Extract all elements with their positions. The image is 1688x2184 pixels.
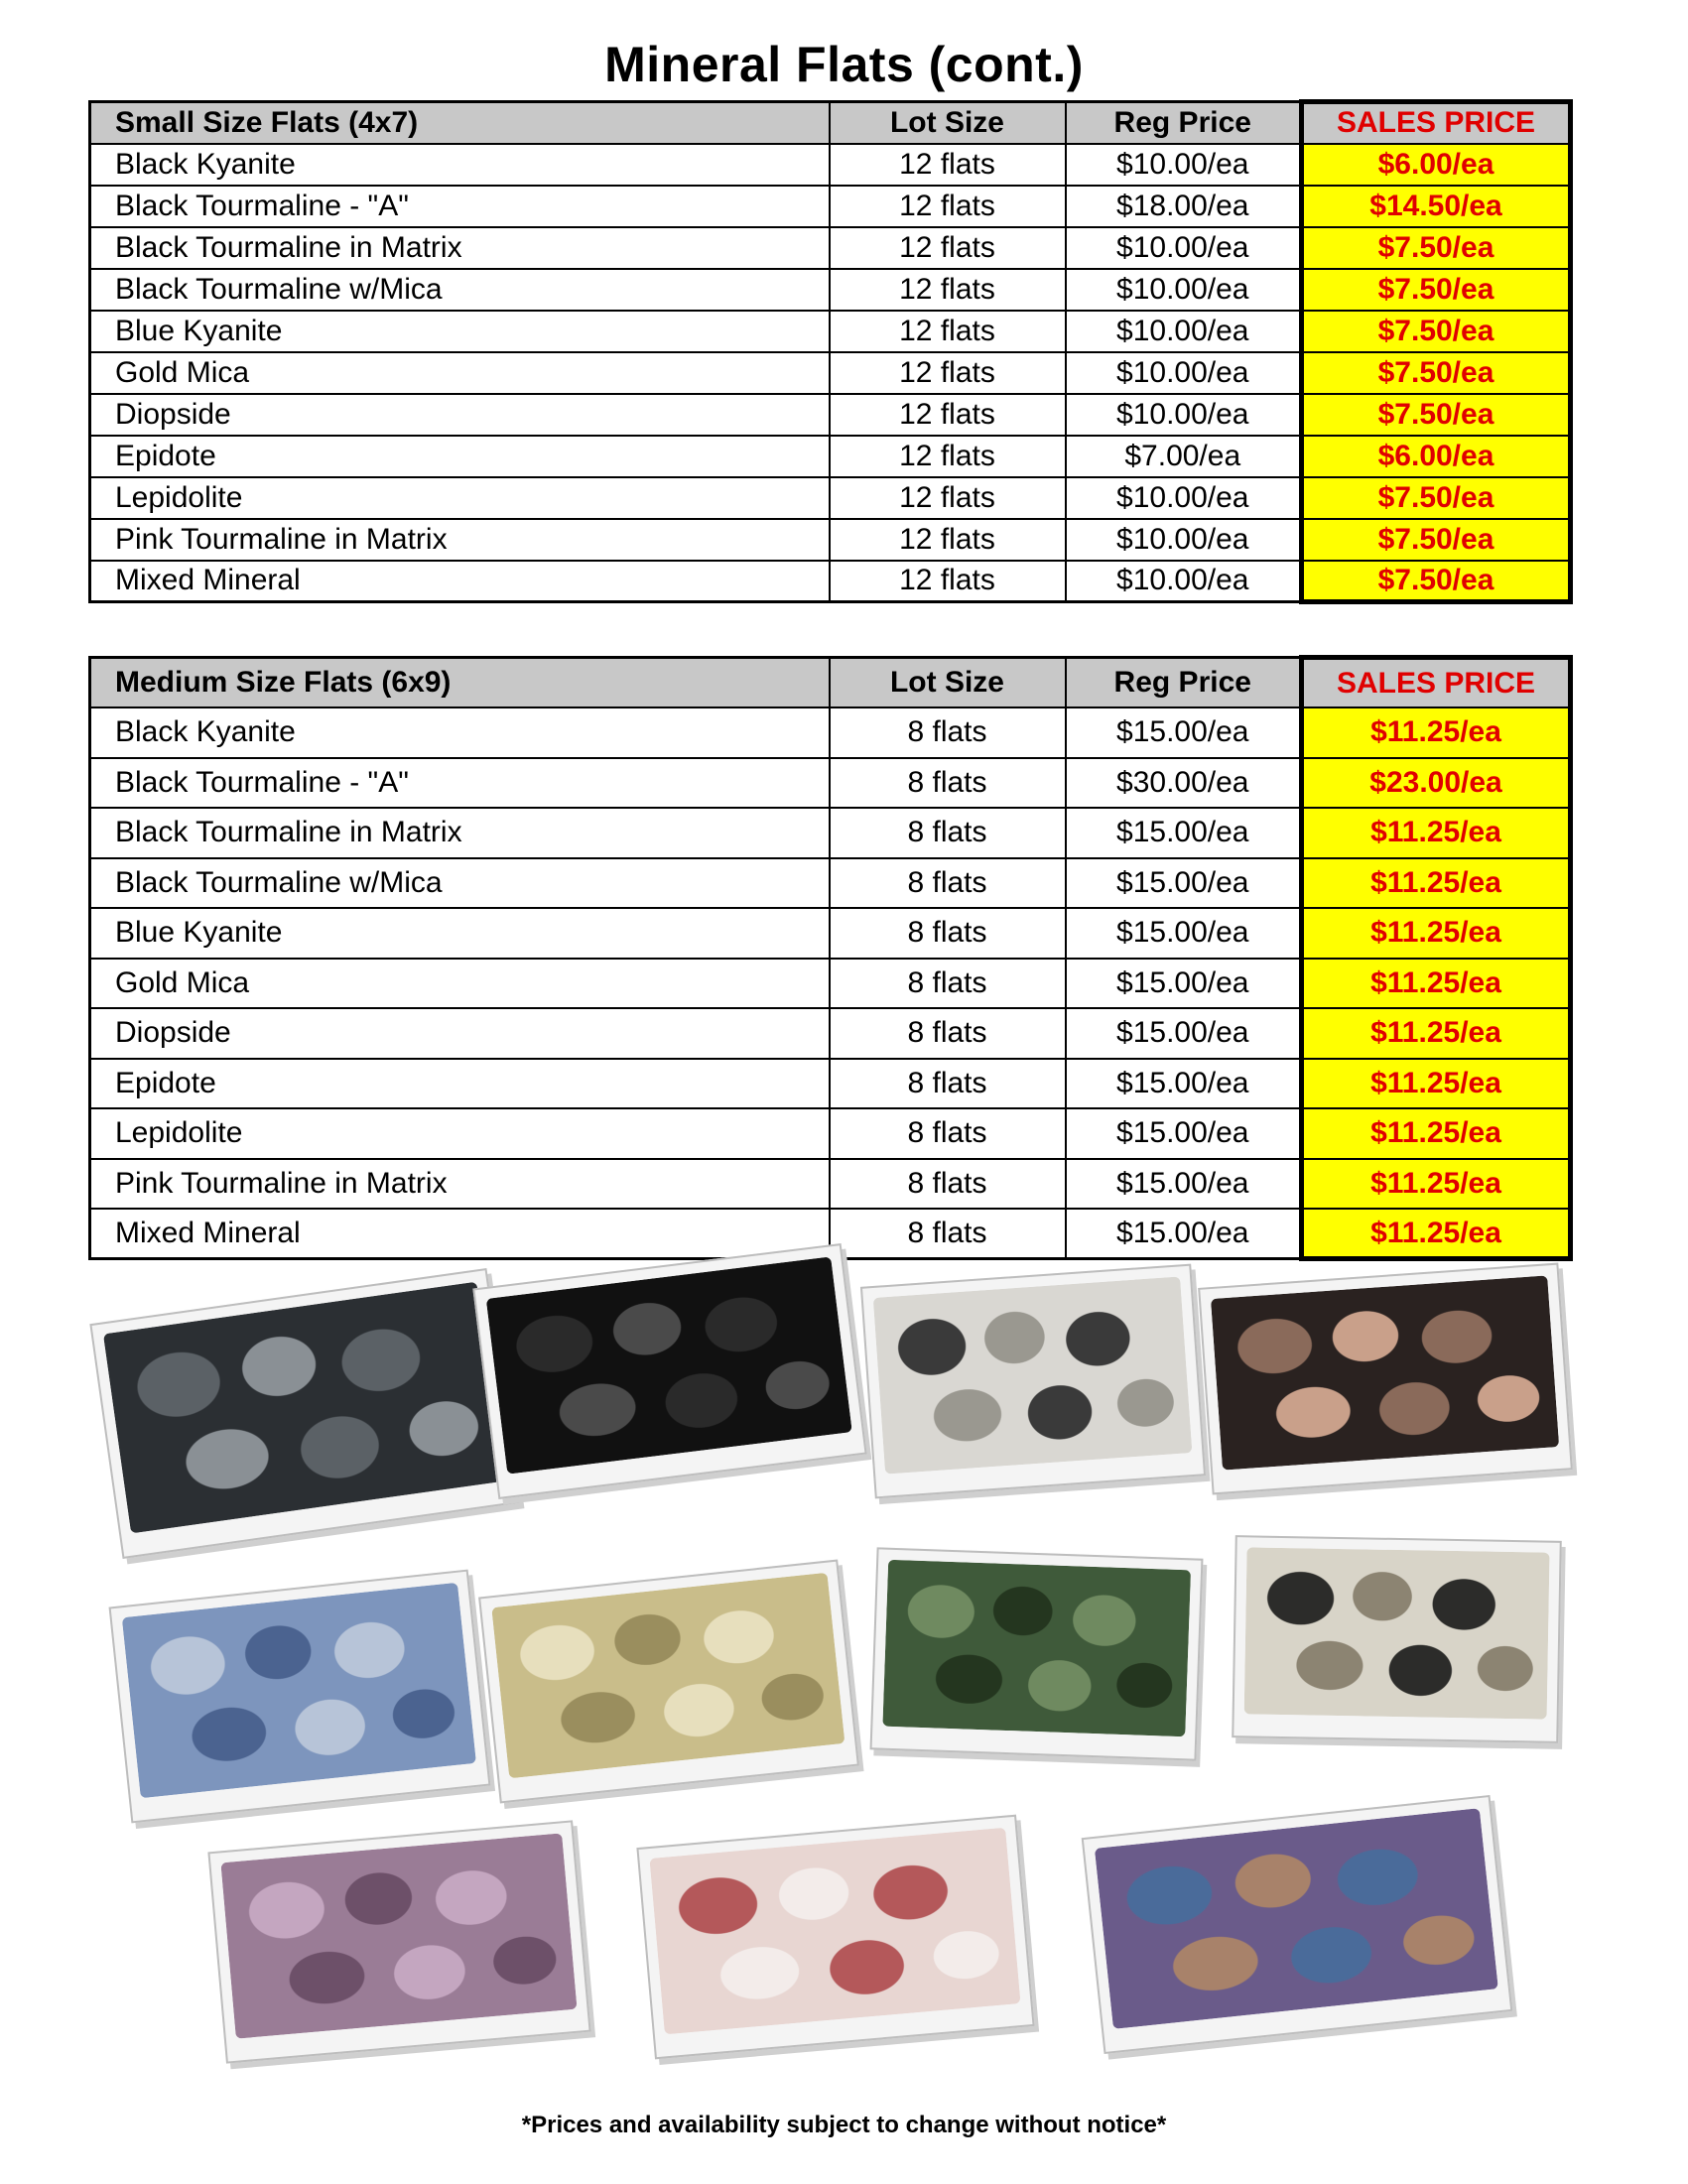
mineral-specimens	[1244, 1547, 1550, 1719]
sales-price-cell: $14.50/ea	[1302, 186, 1571, 227]
gold-mica-flat-photo	[478, 1560, 859, 1804]
reg-price-cell: $15.00/ea	[1066, 1108, 1302, 1159]
lot-size-cell: 12 flats	[830, 394, 1066, 436]
reg-price-cell: $15.00/ea	[1066, 1159, 1302, 1210]
sales-price-cell: $7.50/ea	[1302, 561, 1571, 602]
reg-price-cell: $15.00/ea	[1066, 908, 1302, 959]
mineral-specimens	[873, 1276, 1193, 1474]
sales-price-cell: $11.25/ea	[1302, 1159, 1571, 1210]
sales-price-cell: $6.00/ea	[1302, 144, 1571, 186]
product-name-cell: Black Tourmaline w/Mica	[90, 269, 830, 311]
epidote-flat-photo	[1232, 1535, 1562, 1743]
product-name-cell: Black Tourmaline w/Mica	[90, 858, 830, 909]
product-name-cell: Black Tourmaline - "A"	[90, 758, 830, 809]
product-name-cell: Black Tourmaline - "A"	[90, 186, 830, 227]
table-header-row	[90, 658, 1571, 708]
product-name-cell: Black Tourmaline in Matrix	[90, 808, 830, 858]
sales-price-cell: $7.50/ea	[1302, 352, 1571, 394]
mineral-specimens	[649, 1828, 1020, 2035]
sales-price-cell: $7.50/ea	[1302, 394, 1571, 436]
table-row	[90, 477, 1571, 519]
mixed-mineral-flat-photo	[1082, 1795, 1513, 2054]
table-row	[90, 959, 1571, 1009]
product-name-cell: Epidote	[90, 436, 830, 477]
lot-size-cell: 12 flats	[830, 561, 1066, 602]
lot-size-column-header: Lot Size	[830, 102, 1066, 144]
lot-size-cell: 8 flats	[830, 908, 1066, 959]
product-name-cell: Lepidolite	[90, 477, 830, 519]
table-row	[90, 144, 1571, 186]
lot-size-cell: 8 flats	[830, 858, 1066, 909]
product-name-cell: Diopside	[90, 394, 830, 436]
table-row	[90, 858, 1571, 909]
reg-price-cell: $10.00/ea	[1066, 519, 1302, 561]
product-name-cell: Black Kyanite	[90, 707, 830, 758]
table-row	[90, 908, 1571, 959]
table-row	[90, 394, 1571, 436]
product-name-cell: Lepidolite	[90, 1108, 830, 1159]
blue-kyanite-flat-photo	[109, 1570, 491, 1824]
mineral-specimens	[1211, 1275, 1559, 1470]
reg-price-cell: $15.00/ea	[1066, 959, 1302, 1009]
lot-size-cell: 8 flats	[830, 1059, 1066, 1109]
sales-price-cell: $7.50/ea	[1302, 227, 1571, 269]
product-name-cell: Black Tourmaline in Matrix	[90, 227, 830, 269]
black-kyanite-flat-photo	[89, 1268, 519, 1559]
sales-price-cell: $7.50/ea	[1302, 477, 1571, 519]
table-row	[90, 227, 1571, 269]
table-row	[90, 707, 1571, 758]
table-row	[90, 269, 1571, 311]
small-size-flats-table	[88, 99, 1573, 604]
product-name-cell: Blue Kyanite	[90, 311, 830, 352]
product-name-cell: Pink Tourmaline in Matrix	[90, 1159, 830, 1210]
footer-note: *Prices and availability subject to change without notice*	[521, 2112, 1167, 2138]
reg-price-cell: $10.00/ea	[1066, 352, 1302, 394]
table-row	[90, 1159, 1571, 1210]
pink-tourmaline-in-matrix-flat-photo	[636, 1815, 1034, 2060]
reg-price-cell: $15.00/ea	[1066, 1209, 1302, 1259]
mineral-specimens	[220, 1833, 577, 2038]
product-name-cell: Epidote	[90, 1059, 830, 1109]
lot-size-cell: 8 flats	[830, 1159, 1066, 1210]
mineral-specimens	[1095, 1808, 1498, 2029]
sales-price-cell: $11.25/ea	[1302, 1008, 1571, 1059]
product-name-cell: Diopside	[90, 1008, 830, 1059]
sales-price-cell: $7.50/ea	[1302, 311, 1571, 352]
reg-price-cell: $15.00/ea	[1066, 1059, 1302, 1109]
reg-price-cell: $10.00/ea	[1066, 394, 1302, 436]
product-name-cell: Gold Mica	[90, 352, 830, 394]
lot-size-cell: 8 flats	[830, 707, 1066, 758]
lot-size-cell: 12 flats	[830, 227, 1066, 269]
black-tourmaline-in-matrix-flat-photo	[860, 1264, 1206, 1499]
sales-price-column-header: SALES PRICE	[1302, 658, 1571, 708]
black-tourmaline-a-flat-photo	[472, 1243, 866, 1499]
reg-price-cell: $10.00/ea	[1066, 561, 1302, 602]
reg-price-column-header: Reg Price	[1066, 658, 1302, 708]
lot-size-cell: 8 flats	[830, 808, 1066, 858]
product-name-cell: Mixed Mineral	[90, 1209, 830, 1259]
mineral-specimens	[486, 1256, 852, 1474]
lot-size-cell: 8 flats	[830, 758, 1066, 809]
lot-size-cell: 12 flats	[830, 436, 1066, 477]
sales-price-cell: $11.25/ea	[1302, 858, 1571, 909]
table-row	[90, 311, 1571, 352]
mineral-specimens	[122, 1583, 476, 1799]
sales-price-cell: $11.25/ea	[1302, 908, 1571, 959]
sales-price-cell: $11.25/ea	[1302, 1209, 1571, 1259]
table-header-row	[90, 102, 1571, 144]
lot-size-cell: 12 flats	[830, 352, 1066, 394]
product-column-header: Small Size Flats (4x7)	[90, 102, 830, 144]
lepidolite-flat-photo	[207, 1820, 590, 2063]
table-row	[90, 352, 1571, 394]
sales-price-cell: $7.50/ea	[1302, 269, 1571, 311]
page-title: Mineral Flats (cont.)	[604, 37, 1084, 92]
sales-price-column-header: SALES PRICE	[1302, 102, 1571, 144]
product-name-cell: Gold Mica	[90, 959, 830, 1009]
table-row	[90, 1059, 1571, 1109]
sales-price-cell: $11.25/ea	[1302, 1108, 1571, 1159]
lot-size-column-header: Lot Size	[830, 658, 1066, 708]
table-row	[90, 519, 1571, 561]
medium-size-flats-table	[88, 655, 1573, 1261]
sales-price-cell: $11.25/ea	[1302, 808, 1571, 858]
table-row	[90, 1008, 1571, 1059]
reg-price-cell: $15.00/ea	[1066, 808, 1302, 858]
lot-size-cell: 12 flats	[830, 477, 1066, 519]
lot-size-cell: 8 flats	[830, 1008, 1066, 1059]
table-row	[90, 186, 1571, 227]
lot-size-cell: 12 flats	[830, 311, 1066, 352]
lot-size-cell: 12 flats	[830, 144, 1066, 186]
reg-price-cell: $30.00/ea	[1066, 758, 1302, 809]
lot-size-cell: 8 flats	[830, 959, 1066, 1009]
mineral-specimens	[491, 1573, 844, 1779]
product-name-cell: Blue Kyanite	[90, 908, 830, 959]
black-tourmaline-w-mica-flat-photo	[1198, 1263, 1573, 1495]
reg-price-cell: $10.00/ea	[1066, 269, 1302, 311]
mineral-specimens	[103, 1282, 505, 1534]
sales-price-cell: $7.50/ea	[1302, 519, 1571, 561]
lot-size-cell: 12 flats	[830, 519, 1066, 561]
reg-price-cell: $10.00/ea	[1066, 144, 1302, 186]
lot-size-cell: 8 flats	[830, 1108, 1066, 1159]
reg-price-cell: $10.00/ea	[1066, 477, 1302, 519]
mineral-specimens	[882, 1560, 1191, 1737]
diopside-flat-photo	[870, 1547, 1204, 1760]
table-row	[90, 758, 1571, 809]
product-name-cell: Black Kyanite	[90, 144, 830, 186]
reg-price-cell: $15.00/ea	[1066, 707, 1302, 758]
reg-price-cell: $18.00/ea	[1066, 186, 1302, 227]
reg-price-cell: $15.00/ea	[1066, 858, 1302, 909]
table-row	[90, 436, 1571, 477]
sales-price-cell: $6.00/ea	[1302, 436, 1571, 477]
lot-size-cell: 8 flats	[830, 1209, 1066, 1259]
reg-price-cell: $7.00/ea	[1066, 436, 1302, 477]
reg-price-cell: $10.00/ea	[1066, 227, 1302, 269]
product-name-cell: Pink Tourmaline in Matrix	[90, 519, 830, 561]
sales-price-cell: $11.25/ea	[1302, 707, 1571, 758]
lot-size-cell: 12 flats	[830, 186, 1066, 227]
lot-size-cell: 12 flats	[830, 269, 1066, 311]
table-row	[90, 1108, 1571, 1159]
table-row	[90, 808, 1571, 858]
reg-price-cell: $10.00/ea	[1066, 311, 1302, 352]
sales-price-cell: $23.00/ea	[1302, 758, 1571, 809]
reg-price-cell: $15.00/ea	[1066, 1008, 1302, 1059]
sales-price-cell: $11.25/ea	[1302, 959, 1571, 1009]
product-column-header: Medium Size Flats (6x9)	[90, 658, 830, 708]
product-name-cell: Mixed Mineral	[90, 561, 830, 602]
reg-price-column-header: Reg Price	[1066, 102, 1302, 144]
sales-price-cell: $11.25/ea	[1302, 1059, 1571, 1109]
table-row	[90, 561, 1571, 602]
